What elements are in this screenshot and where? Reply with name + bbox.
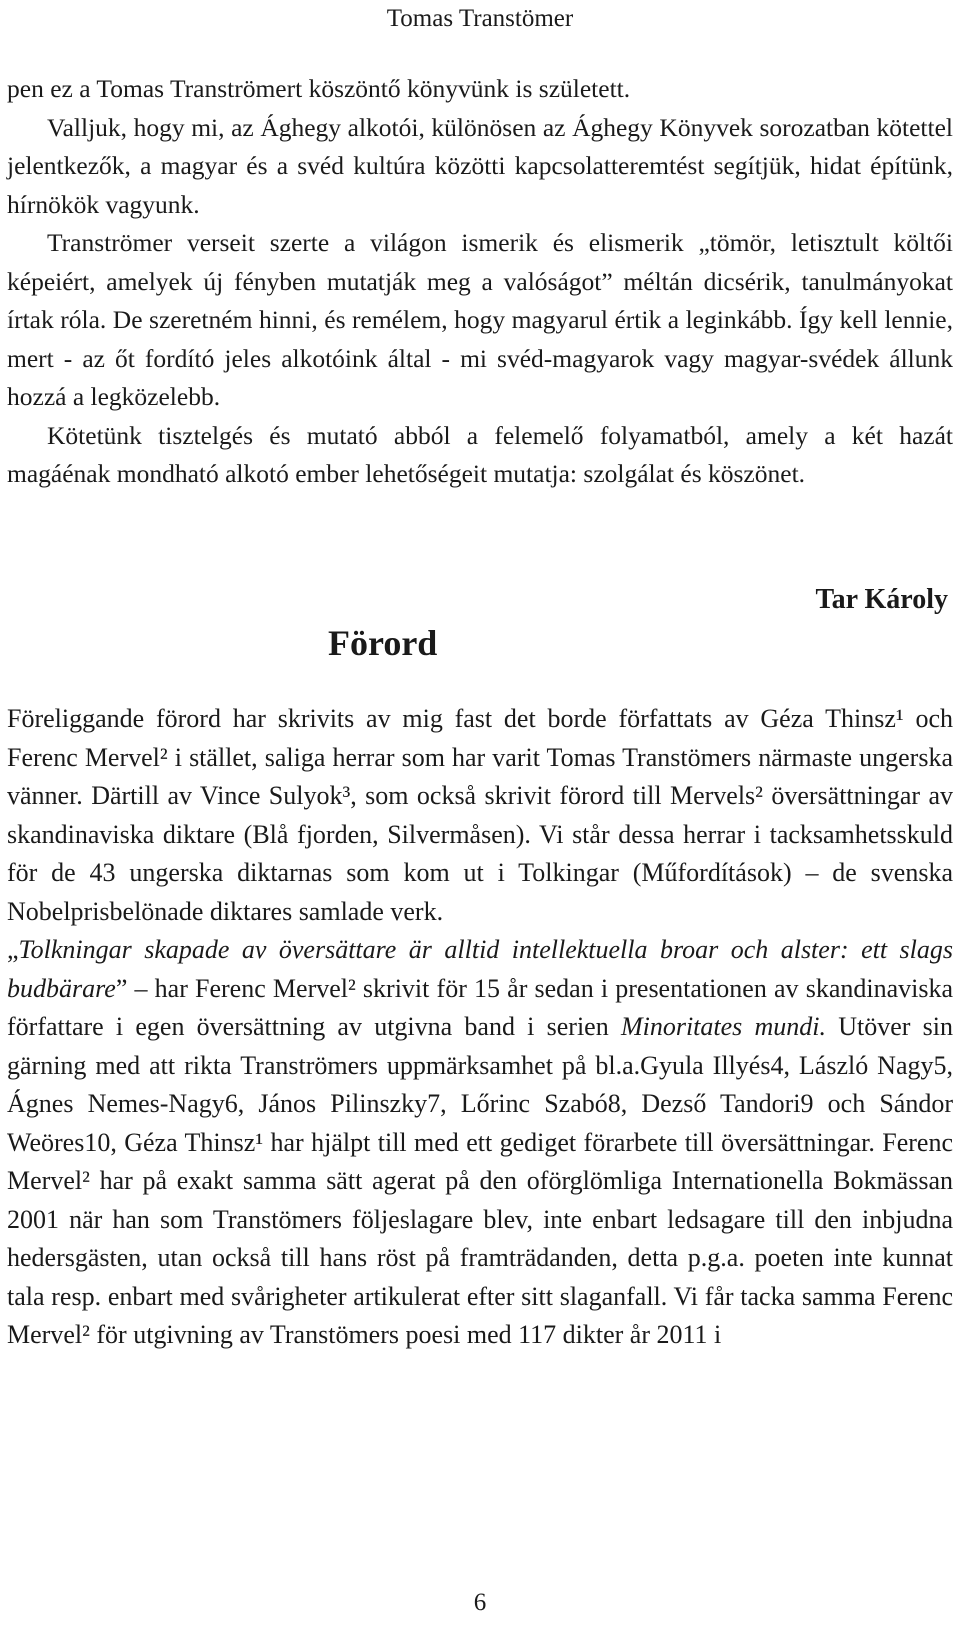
series-title-italic: Minoritates mundi. <box>620 1012 826 1041</box>
quote-italic-text: Tolkningar skapade av översättare är alltid intellektuella broar och alster: ett slags budbärare <box>7 935 953 1003</box>
author-signature: Tar Károly <box>815 584 948 615</box>
hungarian-paragraph-2: Valljuk, hogy mi, az Ághegy alkotói, különösen az Ághegy Könyvek sorozatban kötettel jelentkezők, a magyar és a svéd kultúra közötti kapcsolatteremtést segítjük, hidat építünk, hírnökök vagyunk. <box>7 112 953 219</box>
hungarian-paragraph-4: Kötetünk tisztelgés és mutató abból a felemelő folyamatból, amely a két hazát magáénak mondható alkotó ember lehetőségeit mutatja: szolgálat és köszönet. <box>7 420 953 488</box>
running-header-title: Tomas Transtömer <box>386 5 574 32</box>
swedish-text-block <box>7 700 953 1355</box>
section-title: Förord <box>328 623 438 663</box>
quote-after-text: ” – har Ferenc Mervel² skrivit för 15 år sedan i presentationen av skandinaviska författare i egen översättning av utgivna band i serien <box>7 973 953 1041</box>
swedish-paragraph-1: Föreliggande förord har skrivits av mig fast det borde författats av Géza Thinsz¹ och Ferenc Mervel² i stället, saliga herrar som har varit Tomas Transtömers närmaste ungerska vänner. Därtill av Vince Sulyok³, som också skrivit förord till Mervels² översättningar av skandinaviska diktare (Blå fjorden, Silvermåsen). Vi står dessa herrar i tacksamhetsskuld för de 43 ungerska diktarnas som kom ut i Tolkingar (Műfordítások) – de svenska Nobelprisbelönade diktares samlade verk. <box>7 704 953 926</box>
hungarian-paragraph-1: pen ez a Tomas Tranströmert köszöntő könyvünk is született. <box>7 74 631 103</box>
hungarian-paragraph-3: Tranströmer verseit szerte a világon ismerik és elismerik „tömör, letisztult költői képeiért, amelyek új fényben mutatják meg a valóságot” méltán dicsérik, tanulmányokat írtak róla. De szeretném hinni, és remélem, hogy magyarul értik a leginkább. Így kell lennie, mert - az őt fordító jeles alkotóink által - mi svéd-magyarok vagy magyar-svédek állunk hozzá a legközelebb. <box>7 228 953 411</box>
page-number: 6 <box>473 1589 487 1616</box>
quote-open-mark: „ <box>7 935 19 964</box>
swedish-paragraph-2 <box>7 931 953 1355</box>
hungarian-text-block <box>7 70 953 494</box>
after-series-text: Utöver sin gärning med att rikta Tranströmers uppmärksamhet på bl.a.Gyula Illyés4, László Nagy5, Ágnes Nemes-Nagy6, János Pilinszky7, Lőrinc Szabó8, Dezső Tandori9 och Sándor Weöres10, Géza Thinsz¹ har hjälpt till med ett gediget förarbete till översättningar. Ferenc Mervel² har på exakt samma sätt agerat på den oförglömliga Internationella Bokmässan 2001 när han som Transtömers följeslagare blev, inte enbart ledsagare till den inbjudna hedersgästen, utan också till hans röst på framträdanden, detta p.g.a. poeten inte kunnat tala resp. enbart med svårigheter artikulerat efter sitt slaganfall. Vi får tacka samma Ferenc Mervel² för utgivning av Transtömers poesi med 117 dikter år 2011 i <box>7 1012 953 1349</box>
